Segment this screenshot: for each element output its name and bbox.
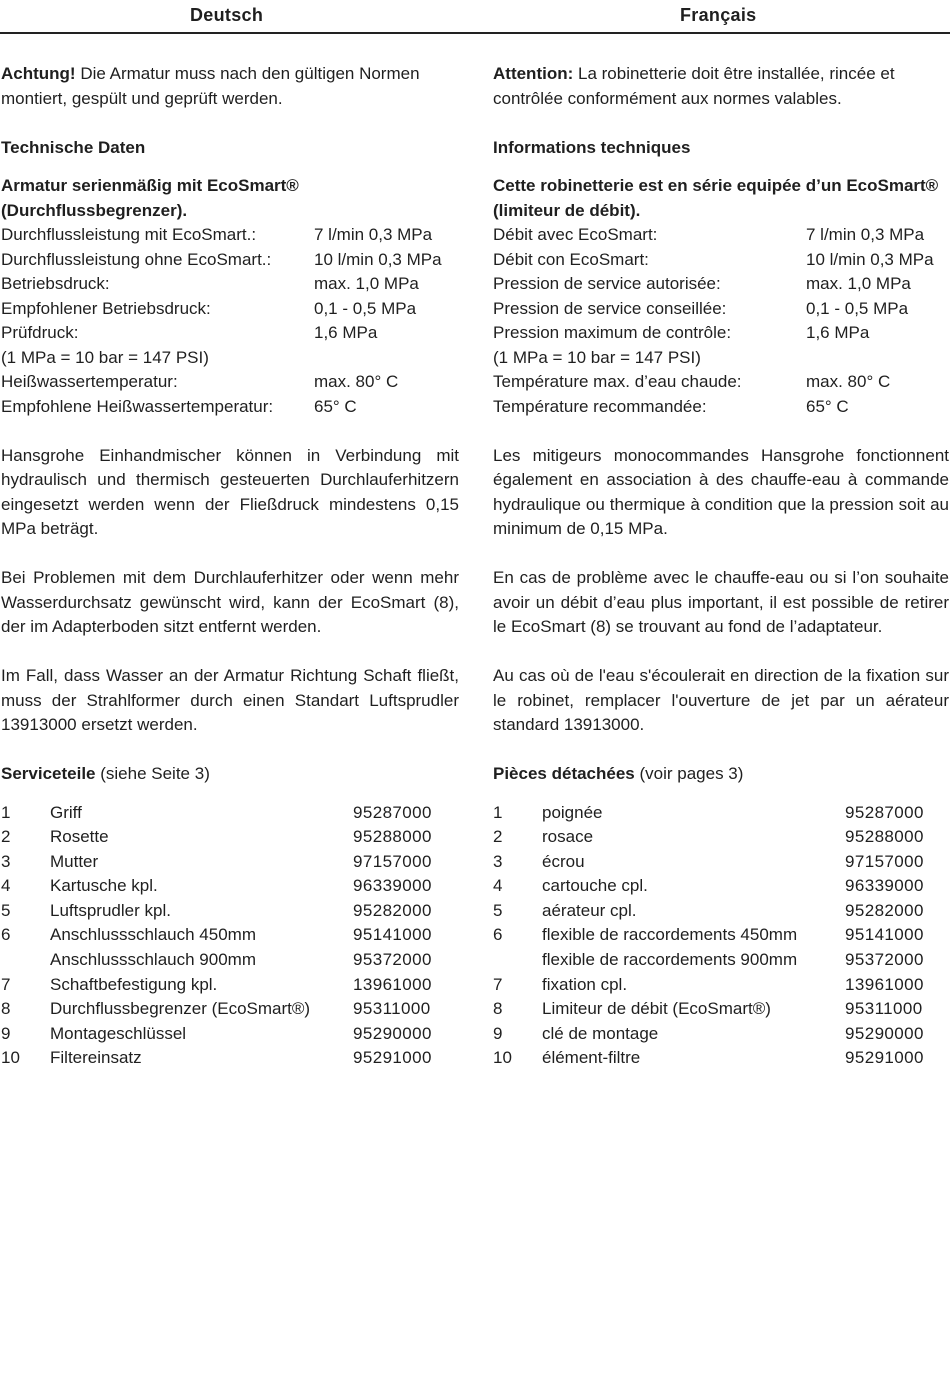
- part-number: 5: [1, 900, 11, 920]
- part-description: fixation cpl.: [542, 974, 628, 994]
- spec-value: 1,6 MPa: [314, 323, 378, 342]
- part-article-number: 95372000: [353, 950, 432, 970]
- parts-row: [493, 948, 949, 973]
- part-article-number: 13961000: [353, 974, 432, 994]
- spec-label: Température recommandée:: [493, 396, 707, 416]
- part-number: 6: [1, 925, 11, 945]
- part-description: Schaftbefestigung kpl.: [50, 974, 218, 994]
- spec-row: [1, 223, 459, 248]
- parts-row: [1, 825, 459, 850]
- ecosmart-heading: Cette robinetterie est en série equipée d’un EcoSmart® (limiteur de débit).: [493, 176, 939, 220]
- part-article-number: 95311000: [353, 999, 431, 1019]
- part-description: Luftsprudler kpl.: [50, 900, 171, 920]
- part-number: 1: [1, 802, 11, 822]
- part-description: Durchflussbegrenzer (EcoSmart®): [50, 999, 311, 1019]
- parts-row: [1, 801, 459, 826]
- spec-value: max. 1,0 MPa: [806, 274, 911, 293]
- spec-label: Heißwassertemperatur:: [1, 372, 178, 391]
- parts-heading-note: (siehe Seite 3): [95, 764, 210, 783]
- parts-heading: [1, 762, 459, 787]
- ecosmart-heading: Armatur serienmäßig mit EcoSmart® (Durchflussbegrenzer).: [1, 176, 299, 220]
- warning-text: Die Armatur muss nach den gültigen Normen montiert, gespült und geprüft werden.: [1, 64, 420, 108]
- part-description: cartouche cpl.: [542, 876, 648, 896]
- parts-row: [493, 850, 949, 875]
- part-description: Anschlussschlauch 900mm: [50, 950, 256, 970]
- info-paragraph-3: Im Fall, dass Wasser an der Armatur Richtung Schaft fließt, muss der Strahlformer durch einen Standart Luftsprudler 13913000 ersetzt werden.: [1, 666, 459, 734]
- part-article-number: 97157000: [845, 851, 924, 871]
- part-article-number: 13961000: [845, 974, 924, 994]
- warning-label: Attention:: [493, 64, 574, 83]
- parts-row: [1, 973, 459, 998]
- part-number: 5: [493, 900, 503, 920]
- parts-row: [1, 948, 459, 973]
- spec-row: [1, 297, 459, 322]
- spec-value: 7 l/min 0,3 MPa: [314, 225, 433, 244]
- spec-value: 7 l/min 0,3 MPa: [806, 225, 925, 244]
- spec-row: [1, 321, 459, 346]
- parts-list: [493, 801, 949, 1072]
- parts-row: [493, 801, 949, 826]
- part-article-number: 95282000: [845, 900, 924, 920]
- part-description: écrou: [542, 851, 585, 871]
- part-article-number: 97157000: [353, 851, 432, 871]
- tech-heading: Technische Daten: [1, 137, 146, 157]
- part-article-number: 95311000: [845, 999, 923, 1019]
- spec-table: [1, 223, 459, 419]
- part-article-number: 95282000: [353, 900, 432, 920]
- part-number: 1: [493, 802, 503, 822]
- spec-value: 1,6 MPa: [806, 323, 870, 342]
- parts-row: [493, 825, 949, 850]
- part-article-number: 96339000: [845, 876, 924, 896]
- spec-label: Prüfdruck:: [1, 323, 79, 342]
- part-number: 6: [493, 925, 503, 945]
- part-description: rosace: [542, 827, 594, 847]
- spec-value: max. 1,0 MPa: [314, 274, 419, 293]
- part-description: Anschlussschlauch 450mm: [50, 925, 256, 945]
- spec-value: 10 l/min 0,3 MPa: [314, 249, 442, 269]
- spec-row: [493, 395, 949, 420]
- part-number: 9: [1, 1023, 11, 1043]
- part-number: 8: [493, 999, 503, 1019]
- spec-row: [493, 370, 949, 395]
- header-divider: [0, 32, 950, 34]
- parts-row: [1, 1022, 459, 1047]
- part-number: 2: [1, 827, 11, 847]
- spec-label: Empfohlener Betriebsdruck:: [1, 298, 211, 318]
- tech-heading: Informations techniques: [493, 137, 691, 157]
- parts-row: [493, 899, 949, 924]
- spec-row: [1, 346, 459, 371]
- part-description: poignée: [542, 802, 603, 822]
- part-article-number: 95291000: [353, 1048, 432, 1068]
- spec-label: Débit avec EcoSmart:: [493, 225, 658, 244]
- spec-label: Pression de service conseillée:: [493, 298, 727, 318]
- spec-label: Durchflussleistung mit EcoSmart.:: [1, 225, 257, 244]
- parts-row: [493, 1022, 949, 1047]
- part-article-number: 95287000: [845, 802, 924, 822]
- part-article-number: 95287000: [353, 802, 432, 822]
- spec-label: Pression maximum de contrôle:: [493, 323, 732, 342]
- part-number: 7: [493, 974, 503, 994]
- spec-value: 65° C: [806, 396, 849, 416]
- spec-value: max. 80° C: [314, 372, 399, 391]
- part-article-number: 95141000: [845, 925, 924, 945]
- part-description: clé de montage: [542, 1023, 659, 1043]
- parts-row: [493, 874, 949, 899]
- spec-row: [493, 321, 949, 346]
- part-description: flexible de raccordements 450mm: [542, 925, 798, 945]
- part-article-number: 95290000: [353, 1023, 432, 1043]
- part-article-number: 95291000: [845, 1048, 924, 1068]
- parts-list: [1, 801, 459, 1072]
- part-article-number: 96339000: [353, 876, 432, 896]
- warning-paragraph: [1, 62, 459, 111]
- warning-paragraph: [493, 62, 949, 111]
- parts-heading-label: Serviceteile: [1, 764, 96, 783]
- part-number: 4: [493, 876, 503, 896]
- info-paragraph-2: En cas de problème avec le chauffe-eau ou si l’on souhaite avoir un débit d’eau plus important, il est possible de retirer le EcoSmart (8) se trouvant au fond de l’adaptateur.: [493, 568, 949, 636]
- part-article-number: 95290000: [845, 1023, 924, 1043]
- parts-row: [1, 899, 459, 924]
- spec-label: (1 MPa = 10 bar = 147 PSI): [1, 347, 209, 367]
- part-description: élément-filtre: [542, 1048, 641, 1068]
- language-header: [0, 0, 950, 33]
- part-number: 3: [1, 851, 11, 871]
- parts-row: [1, 850, 459, 875]
- info-paragraph-1: Hansgrohe Einhandmischer können in Verbindung mit hydraulisch und thermisch gesteuerten Durchlauferhitzern eingesetzt werden wenn der Fließdruck mindestens 0,15 MPa beträgt.: [1, 445, 459, 538]
- french-column: [493, 62, 949, 1071]
- part-number: 3: [493, 851, 503, 871]
- spec-label: Débit con EcoSmart:: [493, 249, 649, 269]
- info-paragraph-3: Au cas où de l'eau s'écoulerait en direction de la fixation sur le robinet, remplacer l'ouverture de jet par un aérateur standard 13913000.: [493, 666, 949, 734]
- spec-label: Betriebsdruck:: [1, 274, 110, 293]
- parts-row: [493, 997, 949, 1022]
- parts-row: [1, 874, 459, 899]
- part-number: 2: [493, 827, 503, 847]
- part-description: flexible de raccordements 900mm: [542, 950, 798, 970]
- part-description: Limiteur de débit (EcoSmart®): [542, 999, 771, 1019]
- header-french: Français: [680, 5, 757, 25]
- spec-label: (1 MPa = 10 bar = 147 PSI): [493, 347, 701, 367]
- part-description: Griff: [50, 802, 82, 822]
- spec-label: Durchflussleistung ohne EcoSmart.:: [1, 249, 272, 269]
- spec-value: max. 80° C: [806, 372, 891, 391]
- spec-label: Pression de service autorisée:: [493, 274, 721, 293]
- parts-heading-note: (voir pages 3): [634, 764, 744, 783]
- parts-row: [1, 1046, 459, 1071]
- warning-text: La robinetterie doit être installée, rincée et contrôlée conformément aux normes valables.: [493, 64, 895, 108]
- spec-value: 10 l/min 0,3 MPa: [806, 249, 934, 269]
- parts-row: [493, 1046, 949, 1071]
- part-article-number: 95288000: [845, 827, 924, 847]
- spec-row: [1, 370, 459, 395]
- part-description: Rosette: [50, 827, 109, 847]
- part-article-number: 95372000: [845, 950, 924, 970]
- spec-row: [1, 395, 459, 420]
- part-number: 8: [1, 999, 11, 1019]
- part-number: 10: [493, 1048, 512, 1068]
- german-column: [1, 62, 459, 1071]
- part-article-number: 95288000: [353, 827, 432, 847]
- spec-row: [493, 346, 949, 371]
- spec-row: [493, 248, 949, 273]
- part-number: 7: [1, 974, 11, 994]
- parts-row: [1, 923, 459, 948]
- parts-row: [1, 997, 459, 1022]
- part-description: aérateur cpl.: [542, 900, 637, 920]
- spec-row: [493, 297, 949, 322]
- part-description: Mutter: [50, 851, 99, 871]
- part-number: 4: [1, 876, 11, 896]
- spec-label: Empfohlene Heißwassertemperatur:: [1, 396, 274, 416]
- info-paragraph-1: Les mitigeurs monocommandes Hansgrohe fonctionnent également en association à des chauffe-eau à commande hydraulique ou thermique à condition que la pression soit au minimum de 0,15 MPa.: [493, 445, 949, 538]
- part-description: Kartusche kpl.: [50, 876, 158, 896]
- part-number: 9: [493, 1023, 503, 1043]
- spec-row: [1, 272, 459, 297]
- spec-value: 0,1 - 0,5 MPa: [806, 298, 909, 318]
- warning-label: Achtung!: [1, 64, 76, 83]
- info-paragraph-2: Bei Problemen mit dem Durchlauferhitzer oder wenn mehr Wasserdurchsatz gewünscht wird, kann der EcoSmart (8), der im Adapterboden sitzt entfernt werden.: [1, 568, 459, 636]
- parts-heading: [493, 762, 949, 787]
- part-article-number: 95141000: [353, 925, 432, 945]
- spec-row: [1, 248, 459, 273]
- part-description: Filtereinsatz: [50, 1048, 142, 1068]
- part-number: 10: [1, 1048, 20, 1068]
- spec-value: 65° C: [314, 396, 357, 416]
- header-german: Deutsch: [190, 5, 264, 25]
- parts-row: [493, 923, 949, 948]
- spec-table: [493, 223, 949, 419]
- parts-row: [493, 973, 949, 998]
- parts-heading-label: Pièces détachées: [493, 764, 635, 783]
- part-description: Montageschlüssel: [50, 1023, 187, 1043]
- spec-row: [493, 223, 949, 248]
- spec-value: 0,1 - 0,5 MPa: [314, 298, 417, 318]
- spec-label: Température max. d’eau chaude:: [493, 372, 742, 391]
- spec-row: [493, 272, 949, 297]
